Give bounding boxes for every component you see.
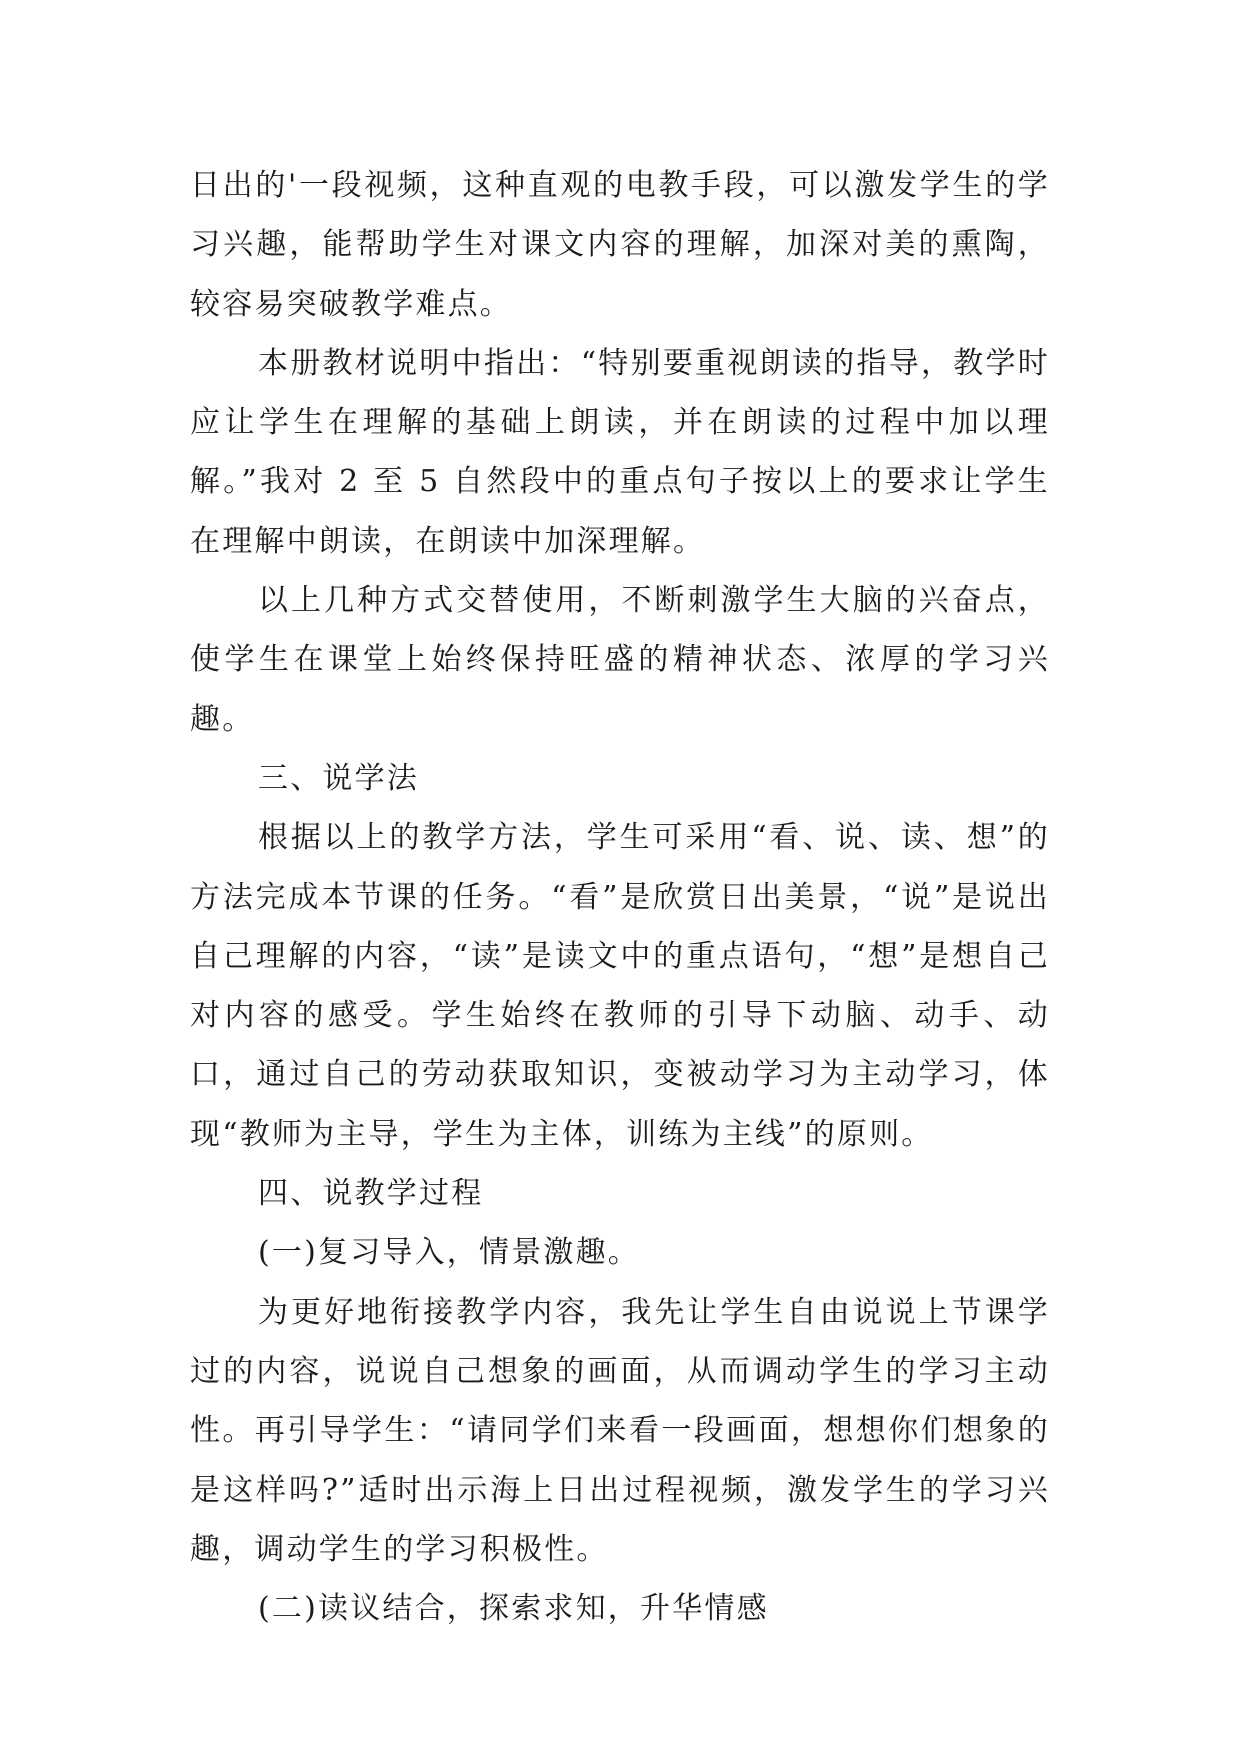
paragraph-review-intro: 为更好地衔接教学内容，我先让学生自由说说上节课学过的内容，说说自己想象的画面，从而调动学生的学习主动性。再引导学生：“请同学们来看一段画面，想想你们想象的是这样吗?”适时出示海上日出过程视频，激发学生的学习兴趣，调动学生的学习积极性。	[190, 1294, 1050, 1567]
document-body	[190, 156, 1050, 1638]
paragraph-learning-methods: 根据以上的教学方法，学生可采用“看、说、读、想”的方法完成本节课的任务。“看”是欣赏日出美景，“说”是说出自己理解的内容，“读”是读文中的重点语句，“想”是想自己对内容的感受。学生始终在教师的引导下动脑、动手、动口，通过自己的劳动获取知识，变被动学习为主动学习，体现“教师为主导，学生为主体，训练为主线”的原则。	[190, 820, 1050, 1152]
section-heading-learning-methods: 三、说学法	[258, 760, 419, 796]
subheading-reading-discussion: (二)读议结合，探索求知，升华情感	[258, 1591, 769, 1627]
paragraph-video-intro: 日出的'一段视频，这种直观的电教手段，可以激发学生的学习兴趣，能帮助学生对课文内容的理解，加深对美的熏陶，较容易突破教学难点。	[190, 168, 1050, 322]
section-heading-teaching-process: 四、说教学过程	[258, 1176, 484, 1212]
subheading-review-intro: (一)复习导入，情景激趣。	[258, 1235, 641, 1271]
paragraph-reading-guidance: 本册教材说明中指出：“特别要重视朗读的指导，教学时应让学生在理解的基础上朗读，并在朗读的过程中加以理解。”我对 2 至 5 自然段中的重点句子按以上的要求让学生在理解中朗读，在朗读中加深理解。	[190, 345, 1050, 559]
paragraph-methods-summary: 以上几种方式交替使用，不断刺激学生大脑的兴奋点，使学生在课堂上始终保持旺盛的精神状态、浓厚的学习兴趣。	[190, 583, 1050, 737]
